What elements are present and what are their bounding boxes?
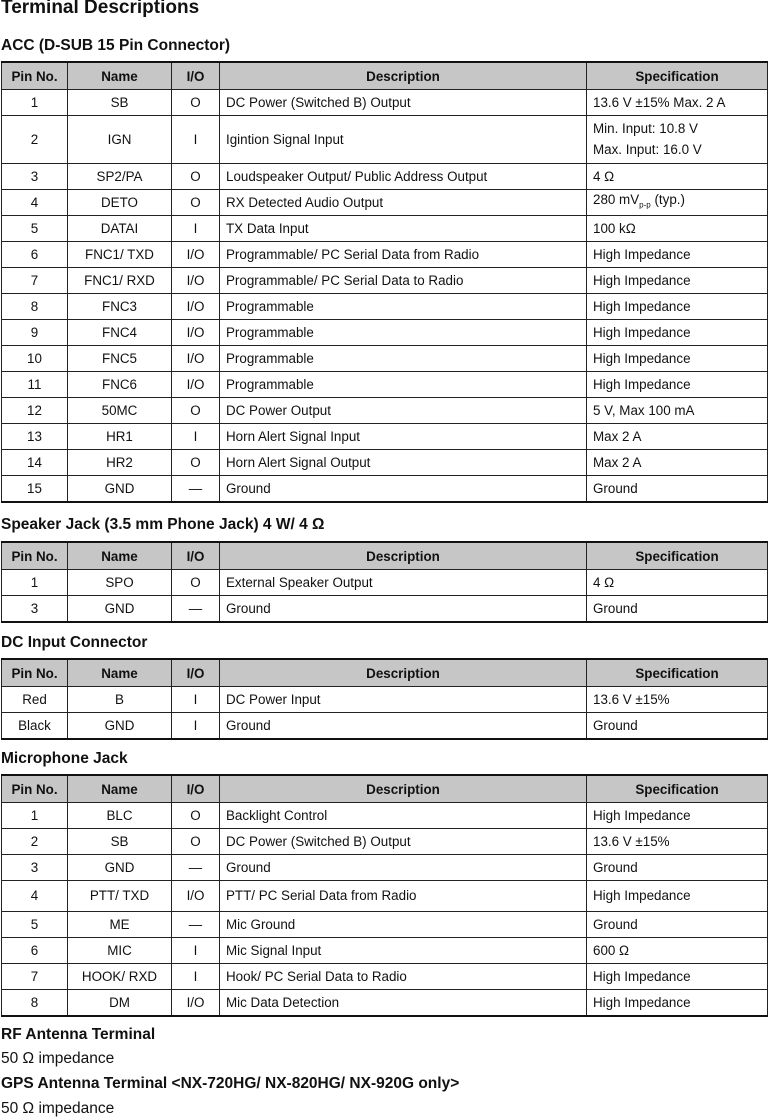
table-header-row — [2, 62, 768, 90]
cell-io: O — [172, 90, 220, 116]
cell-pin: 11 — [2, 372, 68, 398]
cell-specification — [587, 190, 768, 216]
spec-line-max: Max. Input: 16.0 V — [593, 142, 702, 157]
cell-specification: High Impedance — [587, 990, 768, 1017]
header-name: Name — [68, 659, 172, 687]
cell-specification: Ground — [587, 713, 768, 740]
cell-io: — — [172, 912, 220, 938]
gps-antenna-title: GPS Antenna Terminal <NX-720HG/ NX-820HG/ NX-920G only> — [1, 1075, 460, 1092]
table-row — [2, 476, 768, 503]
cell-description: Mic Ground — [220, 912, 587, 938]
table-row — [2, 596, 768, 623]
cell-description: Programmable — [220, 372, 587, 398]
acc-table — [1, 61, 768, 503]
cell-name: GND — [68, 855, 172, 881]
cell-pin: 5 — [2, 216, 68, 242]
speaker-table — [1, 541, 768, 623]
cell-pin: Black — [2, 713, 68, 740]
table-row — [2, 938, 768, 964]
cell-name: B — [68, 687, 172, 713]
cell-pin: 3 — [2, 596, 68, 623]
table-row — [2, 90, 768, 116]
cell-pin: 5 — [2, 912, 68, 938]
mic-table — [1, 774, 768, 1017]
table-header-row — [2, 659, 768, 687]
cell-name: FNC1/ RXD — [68, 268, 172, 294]
table-row — [2, 320, 768, 346]
cell-name: SPO — [68, 570, 172, 596]
cell-specification: 13.6 V ±15% — [587, 687, 768, 713]
cell-description: Hook/ PC Serial Data to Radio — [220, 964, 587, 990]
cell-pin: 1 — [2, 90, 68, 116]
cell-specification: High Impedance — [587, 242, 768, 268]
cell-name: DETO — [68, 190, 172, 216]
table-row — [2, 803, 768, 829]
table-row — [2, 912, 768, 938]
header-specification: Specification — [587, 62, 768, 90]
mic-section-title: Microphone Jack — [1, 750, 128, 767]
table-row — [2, 424, 768, 450]
cell-name: DATAI — [68, 216, 172, 242]
table-row — [2, 990, 768, 1017]
header-name: Name — [68, 62, 172, 90]
table-row — [2, 116, 768, 164]
table-row — [2, 190, 768, 216]
cell-description: PTT/ PC Serial Data from Radio — [220, 881, 587, 912]
cell-name: HR1 — [68, 424, 172, 450]
dc-section-title: DC Input Connector — [1, 634, 148, 651]
cell-name: PTT/ TXD — [68, 881, 172, 912]
header-description: Description — [220, 659, 587, 687]
cell-description: Ground — [220, 596, 587, 623]
cell-io: I/O — [172, 320, 220, 346]
cell-description: RX Detected Audio Output — [220, 190, 587, 216]
table-row — [2, 570, 768, 596]
cell-specification: 4 Ω — [587, 570, 768, 596]
cell-name: GND — [68, 596, 172, 623]
cell-name: BLC — [68, 803, 172, 829]
cell-name: HOOK/ RXD — [68, 964, 172, 990]
cell-specification: Ground — [587, 596, 768, 623]
cell-specification: High Impedance — [587, 346, 768, 372]
header-io: I/O — [172, 659, 220, 687]
cell-io: I — [172, 116, 220, 164]
cell-specification: High Impedance — [587, 268, 768, 294]
acc-section-title: ACC (D-SUB 15 Pin Connector) — [1, 37, 231, 54]
cell-name: FNC6 — [68, 372, 172, 398]
cell-specification: Ground — [587, 476, 768, 503]
cell-description: Backlight Control — [220, 803, 587, 829]
header-pin: Pin No. — [2, 659, 68, 687]
cell-description: Programmable/ PC Serial Data from Radio — [220, 242, 587, 268]
cell-pin: 10 — [2, 346, 68, 372]
cell-description: Mic Signal Input — [220, 938, 587, 964]
cell-specification: 5 V, Max 100 mA — [587, 398, 768, 424]
cell-io: I — [172, 938, 220, 964]
header-description: Description — [220, 62, 587, 90]
page-title: Terminal Descriptions — [1, 0, 200, 18]
table-row — [2, 268, 768, 294]
cell-io: O — [172, 398, 220, 424]
cell-description: Horn Alert Signal Input — [220, 424, 587, 450]
header-name: Name — [68, 775, 172, 803]
cell-specification: Max 2 A — [587, 450, 768, 476]
cell-specification: 4 Ω — [587, 164, 768, 190]
header-io: I/O — [172, 62, 220, 90]
spec-suffix: (typ.) — [650, 191, 685, 207]
table-row — [2, 164, 768, 190]
cell-io: I — [172, 216, 220, 242]
cell-pin: 8 — [2, 990, 68, 1017]
cell-io: I/O — [172, 881, 220, 912]
header-description: Description — [220, 775, 587, 803]
cell-pin: 4 — [2, 881, 68, 912]
cell-pin: 1 — [2, 803, 68, 829]
cell-io: — — [172, 855, 220, 881]
table-row — [2, 398, 768, 424]
cell-specification: Ground — [587, 855, 768, 881]
table-row — [2, 294, 768, 320]
cell-specification: High Impedance — [587, 964, 768, 990]
cell-description: Programmable — [220, 346, 587, 372]
cell-pin: 4 — [2, 190, 68, 216]
cell-io: O — [172, 803, 220, 829]
cell-description: External Speaker Output — [220, 570, 587, 596]
cell-description: Programmable/ PC Serial Data to Radio — [220, 268, 587, 294]
cell-description: DC Power Output — [220, 398, 587, 424]
cell-pin: 3 — [2, 164, 68, 190]
cell-description: TX Data Input — [220, 216, 587, 242]
cell-name: SP2/PA — [68, 164, 172, 190]
cell-name: FNC3 — [68, 294, 172, 320]
cell-specification: High Impedance — [587, 320, 768, 346]
header-pin: Pin No. — [2, 775, 68, 803]
cell-io: I/O — [172, 242, 220, 268]
cell-io: I/O — [172, 294, 220, 320]
table-row — [2, 450, 768, 476]
cell-pin: 1 — [2, 570, 68, 596]
cell-specification: 100 kΩ — [587, 216, 768, 242]
cell-pin: 9 — [2, 320, 68, 346]
table-row — [2, 964, 768, 990]
cell-io: O — [172, 450, 220, 476]
cell-specification: High Impedance — [587, 372, 768, 398]
cell-description: Horn Alert Signal Output — [220, 450, 587, 476]
cell-name: MIC — [68, 938, 172, 964]
cell-specification: High Impedance — [587, 881, 768, 912]
rf-antenna-impedance: 50 Ω impedance — [1, 1050, 115, 1067]
header-specification: Specification — [587, 775, 768, 803]
gps-antenna-impedance: 50 Ω impedance — [1, 1100, 115, 1117]
cell-pin: 7 — [2, 268, 68, 294]
cell-name: IGN — [68, 116, 172, 164]
cell-io: O — [172, 190, 220, 216]
spec-line-min: Min. Input: 10.8 V — [593, 121, 698, 136]
cell-io: I — [172, 713, 220, 740]
table-row — [2, 372, 768, 398]
cell-description: Programmable — [220, 294, 587, 320]
cell-name: GND — [68, 713, 172, 740]
header-pin: Pin No. — [2, 542, 68, 570]
rf-antenna-title: RF Antenna Terminal — [1, 1026, 156, 1043]
cell-pin: 3 — [2, 855, 68, 881]
cell-description: Ground — [220, 713, 587, 740]
cell-specification: 600 Ω — [587, 938, 768, 964]
cell-io: O — [172, 164, 220, 190]
cell-specification: High Impedance — [587, 294, 768, 320]
cell-name: ME — [68, 912, 172, 938]
cell-description: DC Power (Switched B) Output — [220, 829, 587, 855]
table-row — [2, 829, 768, 855]
cell-pin: 2 — [2, 116, 68, 164]
cell-pin: 6 — [2, 938, 68, 964]
table-row — [2, 855, 768, 881]
cell-io: I/O — [172, 990, 220, 1017]
cell-description: Programmable — [220, 320, 587, 346]
table-row — [2, 687, 768, 713]
cell-name: 50MC — [68, 398, 172, 424]
table-header-row — [2, 775, 768, 803]
cell-io: O — [172, 570, 220, 596]
cell-name: SB — [68, 829, 172, 855]
header-description: Description — [220, 542, 587, 570]
cell-description: Mic Data Detection — [220, 990, 587, 1017]
header-io: I/O — [172, 775, 220, 803]
cell-io: I/O — [172, 372, 220, 398]
cell-io: O — [172, 829, 220, 855]
cell-name: GND — [68, 476, 172, 503]
cell-pin: 13 — [2, 424, 68, 450]
table-row — [2, 713, 768, 740]
cell-description: Ground — [220, 476, 587, 503]
cell-pin: 2 — [2, 829, 68, 855]
cell-pin: 12 — [2, 398, 68, 424]
cell-io: I — [172, 964, 220, 990]
cell-io: I/O — [172, 268, 220, 294]
cell-description: DC Power Input — [220, 687, 587, 713]
table-header-row — [2, 542, 768, 570]
header-specification: Specification — [587, 542, 768, 570]
cell-specification — [587, 116, 768, 164]
cell-io: — — [172, 476, 220, 503]
cell-pin: 8 — [2, 294, 68, 320]
cell-description: Igintion Signal Input — [220, 116, 587, 164]
cell-name: DM — [68, 990, 172, 1017]
table-row — [2, 216, 768, 242]
cell-pin: 14 — [2, 450, 68, 476]
cell-specification: Max 2 A — [587, 424, 768, 450]
spec-value: 280 mV — [593, 191, 640, 207]
cell-specification: Ground — [587, 912, 768, 938]
cell-name: FNC4 — [68, 320, 172, 346]
cell-pin: Red — [2, 687, 68, 713]
cell-pin: 7 — [2, 964, 68, 990]
cell-name: FNC1/ TXD — [68, 242, 172, 268]
cell-description: DC Power (Switched B) Output — [220, 90, 587, 116]
header-name: Name — [68, 542, 172, 570]
cell-name: SB — [68, 90, 172, 116]
header-pin: Pin No. — [2, 62, 68, 90]
cell-description: Ground — [220, 855, 587, 881]
cell-specification: 13.6 V ±15% Max. 2 A — [587, 90, 768, 116]
cell-io: I/O — [172, 346, 220, 372]
table-row — [2, 242, 768, 268]
table-row — [2, 346, 768, 372]
cell-specification: 13.6 V ±15% — [587, 829, 768, 855]
header-io: I/O — [172, 542, 220, 570]
cell-pin: 6 — [2, 242, 68, 268]
cell-io: — — [172, 596, 220, 623]
cell-name: HR2 — [68, 450, 172, 476]
cell-description: Loudspeaker Output/ Public Address Output — [220, 164, 587, 190]
table-row — [2, 881, 768, 912]
cell-specification: High Impedance — [587, 803, 768, 829]
cell-pin: 15 — [2, 476, 68, 503]
speaker-section-title: Speaker Jack (3.5 mm Phone Jack) 4 W/ 4 Ω — [1, 516, 325, 533]
dc-table — [1, 658, 768, 740]
header-specification: Specification — [587, 659, 768, 687]
cell-io: I — [172, 687, 220, 713]
cell-io: I — [172, 424, 220, 450]
spec-subscript: p-p — [639, 200, 651, 210]
cell-name: FNC5 — [68, 346, 172, 372]
